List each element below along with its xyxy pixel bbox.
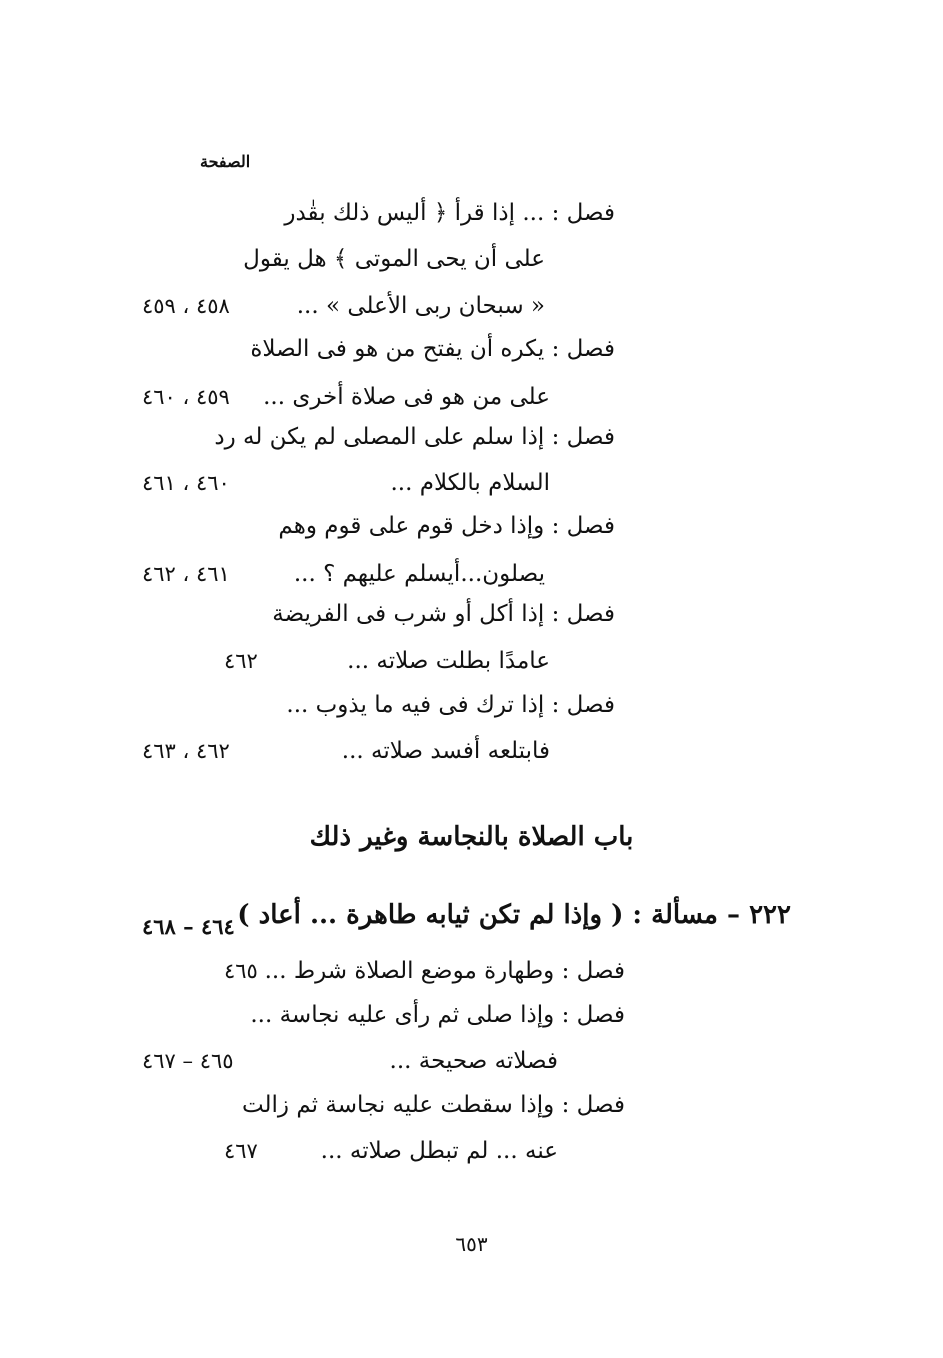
entry-1-pages: ٤٥٨ ، ٤٥٩ xyxy=(142,294,230,318)
entry-2-pages: ٤٥٩ ، ٤٦٠ xyxy=(142,385,230,409)
entry-9-line-1: فصل : وإذا سقطت عليه نجاسة ثم زالت xyxy=(241,1092,625,1118)
entry-3-line-2: السلام بالكلام ... xyxy=(390,470,550,496)
entry-5-line-2: عامدًا بطلت صلاته ... xyxy=(347,648,550,674)
entry-3-pages: ٤٦٠ ، ٤٦١ xyxy=(142,471,230,495)
chapter-title: باب الصلاة بالنجاسة وغير ذلك xyxy=(309,822,634,852)
entry-6-pages: ٤٦٢ ، ٤٦٣ xyxy=(142,739,230,763)
entry-7-pages: ٤٦٥ xyxy=(224,959,258,983)
page-number: ٦٥٣ xyxy=(455,1232,488,1256)
entry-4-pages: ٤٦١ ، ٤٦٢ xyxy=(142,562,230,586)
entry-3-line-1: فصل : إذا سلم على المصلى لم يكن له رد xyxy=(214,424,615,450)
entry-1-line-2: على أن يحى الموتى ﴾ هل يقول xyxy=(243,246,545,272)
entry-5-pages: ٤٦٢ xyxy=(224,649,258,673)
entry-4-line-2: يصلون...أيسلم عليهم ؟ ... xyxy=(293,561,545,587)
page-column-header: الصفحة xyxy=(200,152,251,171)
entry-5-line-1: فصل : إذا أكل أو شرب فى الفريضة xyxy=(272,601,615,627)
entry-8-line-2: فصلاته صحيحة ... xyxy=(389,1048,558,1074)
entry-6-line-1: فصل : إذا ترك فى فيه ما يذوب ... xyxy=(286,692,615,718)
entry-2-line-2: على من هو فى صلاة أخرى ... xyxy=(263,384,550,410)
entry-8-pages: ٤٦٥ – ٤٦٧ xyxy=(142,1049,234,1073)
entry-4-line-1: فصل : وإذا دخل قوم على قوم وهم xyxy=(278,513,615,539)
entry-9-pages: ٤٦٧ xyxy=(224,1139,258,1163)
entry-7-line-1: فصل : وطهارة موضع الصلاة شرط ... xyxy=(264,958,625,984)
entry-1-line-3: « سبحان ربى الأعلى » ... xyxy=(296,293,545,319)
masala-heading: ٢٢٢ – مسألة : ( وإذا لم تكن ثيابه طاهرة ... أعاد ) xyxy=(237,900,791,930)
entry-2-line-1: فصل : يكره أن يفتح من هو فى الصلاة xyxy=(250,336,615,362)
entry-8-line-1: فصل : وإذا صلى ثم رأى عليه نجاسة ... xyxy=(250,1002,625,1028)
entry-1-line-1: فصل : ... إذا قرأ ﴿ أليس ذلك بقٰدر xyxy=(284,200,615,226)
masala-pages: ٤٦٤ – ٤٦٨ xyxy=(142,914,235,939)
entry-6-line-2: فابتلعه أفسد صلاته ... xyxy=(341,738,550,764)
entry-9-line-2: عنه ... لم تبطل صلاته ... xyxy=(320,1138,558,1164)
